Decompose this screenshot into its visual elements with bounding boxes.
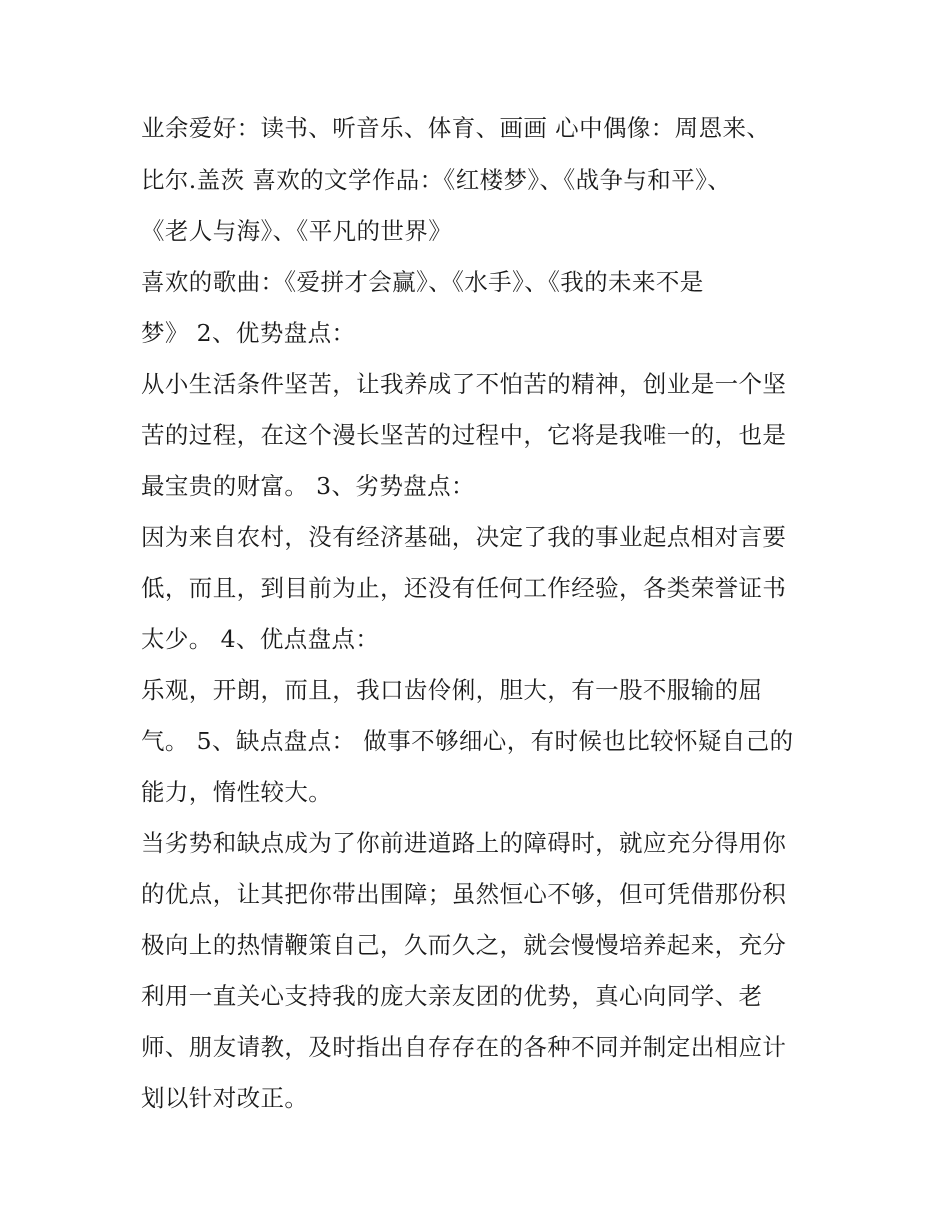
text-line: 师、朋友请教，及时指出自存存在的各种不同并制定出相应计 (141, 1033, 787, 1061)
text-line: 梦》 2、优势盘点： (141, 319, 356, 347)
text-line: 苦的过程，在这个漫长坚苦的过程中，它将是我唯一的，也是 (141, 421, 787, 449)
text-line: 当劣势和缺点成为了你前进道路上的障碍时，就应充分得用你 (141, 829, 787, 857)
text-line: 因为来自农村，没有经济基础，决定了我的事业起点相对言要 (141, 523, 787, 551)
text-line: 利用一直关心支持我的庞大亲友团的优势，真心向同学、老 (141, 982, 763, 1010)
text-line: 最宝贵的财富。 3、劣势盘点： (141, 472, 475, 500)
text-line: 划以针对改正。 (141, 1084, 309, 1112)
text-line: 能力，惰性较大。 (141, 778, 333, 806)
text-line: 气。 5、缺点盘点： 做事不够细心，有时候也比较怀疑自己的 (141, 727, 794, 755)
text-line: 比尔.盖茨 喜欢的文学作品：《红楼梦》、《战争与和平》、 (141, 166, 732, 194)
text-line: 业余爱好：读书、听音乐、体育、画画 心中偶像：周恩来、 (141, 114, 771, 142)
text-line: 低，而且，到目前为止，还没有任何工作经验，各类荣誉证书 (141, 574, 787, 602)
text-line: 乐观，开朗，而且，我口齿伶俐，胆大，有一股不服输的屈 (141, 676, 763, 704)
text-line: 喜欢的歌曲：《爱拼才会赢》、《水手》、《我的未来不是 (141, 268, 704, 296)
text-line: 极向上的热情鞭策自己，久而久之，就会慢慢培养起来，充分 (141, 931, 787, 959)
text-line: 从小生活条件坚苦，让我养成了不怕苦的精神，创业是一个坚 (141, 370, 787, 398)
text-line: 太少。 4、优点盘点： (141, 625, 380, 653)
text-line: 的优点，让其把你带出围障；虽然恒心不够，但可凭借那份积 (141, 880, 787, 908)
text-line: 《老人与海》、《平凡的世界》 (141, 217, 453, 245)
